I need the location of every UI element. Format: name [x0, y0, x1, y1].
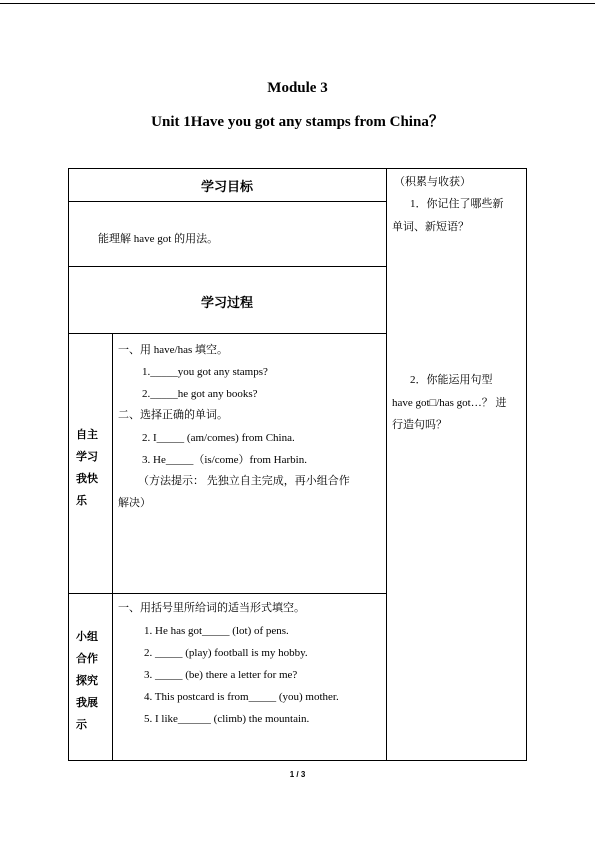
- row-divider-2: [68, 266, 386, 267]
- group-study-item: 5. I like______ (climb) the mountain.: [144, 713, 310, 725]
- harvest-q2-line1: 2．你能运用句型: [410, 374, 493, 386]
- row-divider-4: [68, 593, 386, 594]
- row-divider-1: [68, 201, 386, 202]
- row-divider-3: [68, 333, 386, 334]
- group-study-title: 一、用括号里所给词的适当形式填空。: [118, 602, 305, 614]
- page-number: 1 / 3: [289, 770, 306, 779]
- group-study-item: 4. This postcard is from_____ (you) mother.: [144, 691, 339, 703]
- self-study-part1-title: 一、用 have/has 填空。: [118, 344, 228, 356]
- column-divider-main: [386, 168, 387, 761]
- self-study-item: 2. I_____ (am/comes) from China.: [142, 432, 295, 444]
- harvest-q2-line3: 行造句吗？: [392, 419, 447, 431]
- goal-text: 能理解 have got 的用法。: [98, 233, 219, 245]
- top-rule: [0, 3, 595, 4]
- group-study-item: 2. _____ (play) football is my hobby.: [144, 647, 308, 659]
- harvest-q2-line2: have got□/has got…？ 进: [392, 397, 507, 409]
- process-heading: 学习过程: [200, 296, 253, 311]
- self-study-item: 1._____you got any stamps?: [142, 366, 268, 378]
- self-study-label: 自主 学习 我快 乐: [76, 428, 98, 507]
- unit-title: Unit 1Have you got any stamps from China？: [151, 114, 444, 130]
- table-border-right: [526, 168, 527, 761]
- method-tip-line2: 解决）: [118, 497, 151, 509]
- harvest-q1-line2: 单词、新短语？: [392, 221, 469, 233]
- table-border-top: [68, 168, 527, 169]
- group-study-item: 1. He has got_____ (lot) of pens.: [144, 625, 289, 637]
- method-tip-line1: （方法提示： 先独立自主完成，再小组合作: [138, 475, 350, 487]
- module-title: Module 3: [267, 80, 328, 96]
- self-study-part2-title: 二、选择正确的单词。: [118, 409, 228, 421]
- study-table: [68, 168, 527, 761]
- harvest-heading: （积累与收获）: [394, 176, 471, 188]
- harvest-q1-line1: 1．你记住了哪些新: [410, 198, 504, 210]
- table-border-left: [68, 168, 69, 761]
- group-study-label: 小组 合作 探究 我展 示: [76, 630, 98, 731]
- label-column-divider: [112, 333, 113, 761]
- goal-heading: 学习目标: [200, 180, 253, 195]
- table-border-bottom: [68, 760, 527, 761]
- self-study-item: 3. He_____（is/come）from Harbin.: [142, 454, 307, 466]
- self-study-item: 2._____he got any books?: [142, 388, 258, 400]
- group-study-item: 3. _____ (be) there a letter for me?: [144, 669, 298, 681]
